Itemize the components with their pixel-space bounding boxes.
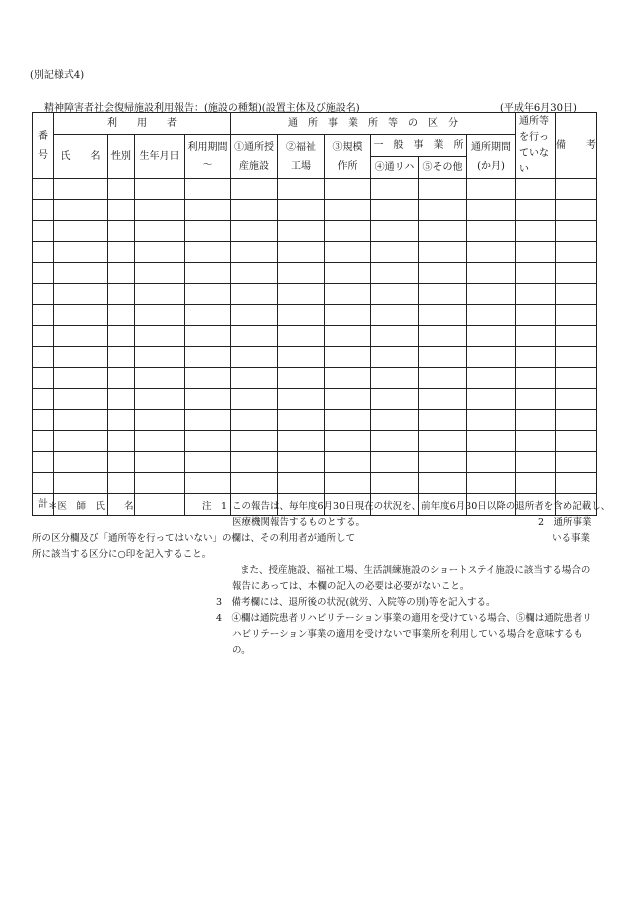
note2-line-left: 所の区分欄及び「通所等を行ってはいない」の欄は、その利用者が通所して [32, 533, 356, 544]
note1-line1: この報告は、毎年度6月30日現在の状況を、前年度6月30日以降の退所者を含め記載し、 [232, 501, 611, 512]
other-header: ⑤その他 [419, 157, 467, 179]
tsusho-period-header: 通所期間 (か月) [467, 135, 516, 179]
rehab-header: ④通リハ [371, 157, 419, 179]
report-date: (平成年6月30日) [500, 103, 577, 114]
not-attending-header: 通所等 を行っ ていな い [516, 113, 556, 179]
period-header: 利用期間 ～ [185, 135, 231, 179]
name-header: 氏 名 [54, 135, 108, 179]
note2-line5: 報告にあっては、本欄の記入の必要は必要がないこと。 [232, 581, 470, 592]
note1-marker: 注 1 [202, 501, 228, 512]
remarks-header: 備 考 [556, 113, 597, 179]
note2-marker: 2 通所事業 [538, 517, 592, 528]
note2-line3: 所に該当する区分に○印を記入すること。 [32, 549, 212, 560]
note4-line3: の。 [232, 645, 251, 656]
sanshisetsu-header: ①通所授 産施設 [231, 135, 278, 179]
note2-line4: また、授産施設、福祉工場、生活訓練施設のショートステイ施設に該当する場合の [240, 565, 591, 576]
general-subgroup-header: 一 般 事 業 所 [371, 135, 467, 157]
workplace-group-header: 通 所 事 業 所 等 の 区 分 [231, 113, 516, 135]
total-label: 計 [33, 494, 54, 516]
note1-line2: 医療機関報告するものとする。 [232, 517, 366, 528]
users-group-header: 利 用 者 [54, 113, 231, 135]
birth-header: 生年月日 [135, 135, 185, 179]
note2-line-right: いる事業 [552, 533, 591, 544]
note4-line1: 4 ④欄は通院患者リハビリテーション事業の適用を受けている場合、⑤欄は通院患者リ [216, 613, 592, 624]
report-table [32, 112, 597, 516]
note3: 3 備考欄には、退所後の状況(就労、入院等の別)等を記入する。 [216, 597, 496, 608]
sex-header: 性別 [108, 135, 135, 179]
kibo-header: ③規模 作所 [325, 135, 371, 179]
report-title: 精神障害者社会復帰施設利用報告：(施設の種類)(設置主体及び施設名) [44, 103, 360, 114]
form-label: (別記様式4) [30, 70, 85, 81]
doctor-name-label: ＊医 師 氏 名 [48, 501, 134, 512]
number-header: 番 号 [33, 113, 54, 179]
fukushi-header: ②福祉 工場 [278, 135, 325, 179]
note4-line2: ハビリテーション事業の適用を受けないで事業所を利用している場合を意味するも [232, 629, 583, 640]
